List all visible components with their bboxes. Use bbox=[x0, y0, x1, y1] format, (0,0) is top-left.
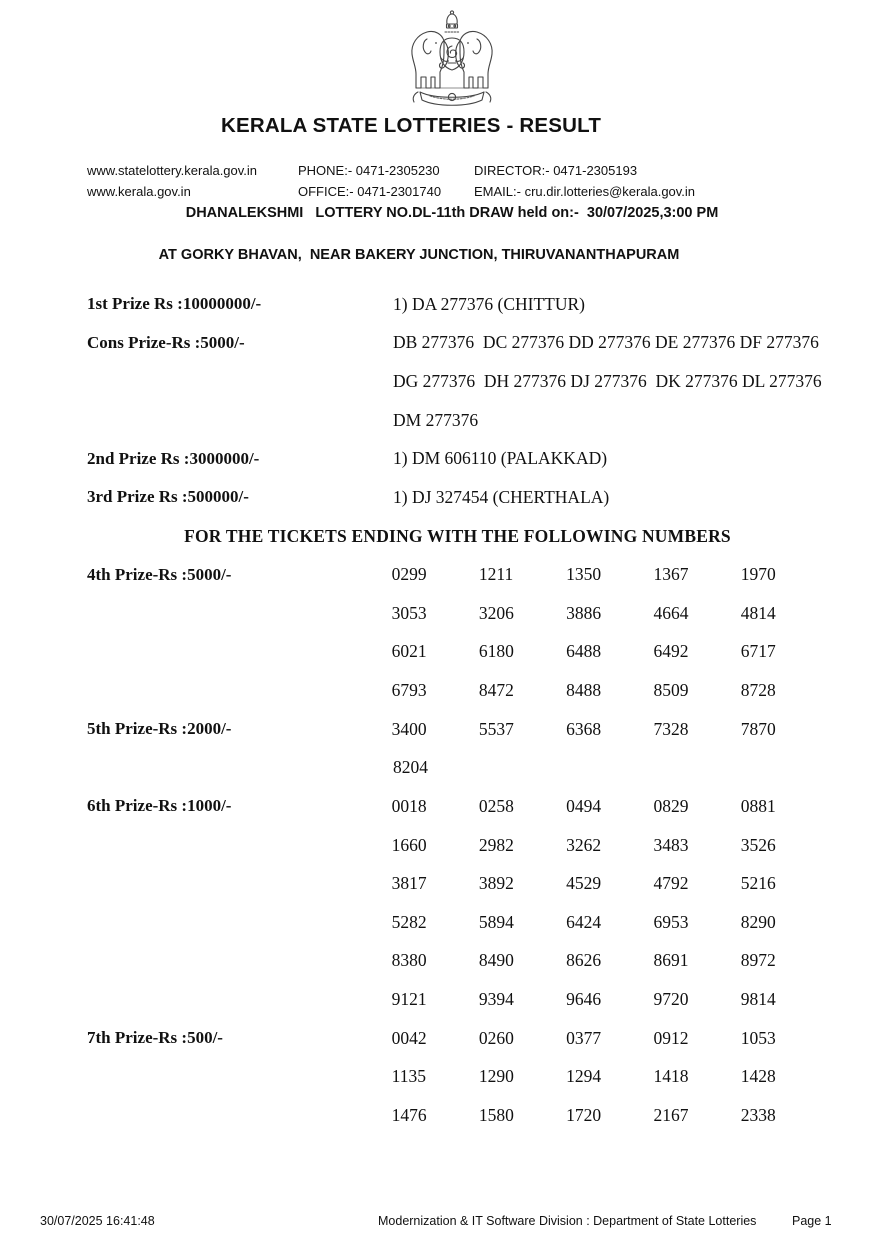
ticket-number: 9121 bbox=[391, 989, 427, 1010]
ticket-number: 9646 bbox=[566, 989, 602, 1010]
ticket-number: 8204 bbox=[393, 757, 428, 778]
ticket-number: 8626 bbox=[566, 950, 602, 971]
prize-value: 1) DA 277376 (CHITTUR) bbox=[393, 293, 585, 314]
ticket-number: 5216 bbox=[740, 873, 776, 894]
ticket-number: 8472 bbox=[478, 680, 514, 701]
ticket-number: 1418 bbox=[653, 1066, 689, 1087]
ticket-number: 1290 bbox=[478, 1066, 514, 1087]
ticket-number: 3886 bbox=[566, 602, 602, 623]
ticket-number: 0377 bbox=[566, 1027, 602, 1048]
ticket-number: 0299 bbox=[391, 564, 427, 585]
ending-sections bbox=[87, 555, 828, 1134]
prize-value: 1) DM 606110 (PALAKKAD) bbox=[393, 448, 608, 469]
office-number: OFFICE:- 0471-2301740 bbox=[298, 184, 442, 199]
venue-line: AT GORKY BHAVAN, NEAR BAKERY JUNCTION, THIRUVANANTHAPURAM bbox=[158, 247, 680, 263]
page-title: KERALA STATE LOTTERIES - RESULT bbox=[220, 114, 602, 137]
prize-value: DB 277376 DC 277376 DD 277376 DE 277376 DF 277376 bbox=[393, 332, 819, 353]
ticket-number: 3817 bbox=[391, 873, 427, 894]
ticket-number: 2167 bbox=[653, 1104, 689, 1125]
footer-timestamp: 30/07/2025 16:41:48 bbox=[40, 1214, 155, 1228]
ticket-number: 1970 bbox=[740, 564, 776, 585]
ending-header-row bbox=[87, 517, 828, 556]
ending-section-row bbox=[87, 594, 828, 633]
prize-value: DG 277376 DH 277376 DJ 277376 DK 277376 DL 277376 bbox=[393, 371, 822, 392]
ending-section-row bbox=[87, 903, 828, 942]
contact-row bbox=[87, 181, 828, 202]
prize-row bbox=[87, 401, 828, 440]
prize-row bbox=[87, 362, 828, 401]
ticket-number: 5537 bbox=[478, 718, 514, 739]
prize-row bbox=[87, 440, 828, 479]
ticket-number: 6021 bbox=[391, 641, 427, 662]
ticket-number: 8972 bbox=[740, 950, 776, 971]
ticket-number: 5894 bbox=[478, 911, 514, 932]
ticket-number: 1211 bbox=[478, 564, 514, 585]
ticket-number: 4792 bbox=[653, 873, 689, 894]
ending-section-row bbox=[87, 710, 828, 749]
ticket-number: 7328 bbox=[653, 718, 689, 739]
ticket-number: 6492 bbox=[653, 641, 689, 662]
footer-division: Modernization & IT Software Division : Department of State Lotteries bbox=[378, 1214, 757, 1228]
ticket-number: 3206 bbox=[478, 602, 514, 623]
ticket-number: 0829 bbox=[653, 795, 689, 816]
phone-number: PHONE:- 0471-2305230 bbox=[298, 163, 440, 178]
ticket-number: 8728 bbox=[740, 680, 776, 701]
website-primary: www.statelottery.kerala.gov.in bbox=[87, 163, 258, 178]
ticket-number: 6717 bbox=[740, 641, 776, 662]
ending-section-row bbox=[87, 864, 828, 903]
ticket-number: 1428 bbox=[740, 1066, 776, 1087]
ticket-number: 3526 bbox=[740, 834, 776, 855]
ticket-number: 1053 bbox=[740, 1027, 776, 1048]
ending-section-row bbox=[87, 980, 828, 1019]
prize-label: 5th Prize-Rs :2000/- bbox=[87, 719, 232, 739]
ticket-number: 3892 bbox=[478, 873, 514, 894]
ticket-number: 6180 bbox=[478, 641, 514, 662]
prize-row bbox=[87, 324, 828, 363]
ticket-number: 4664 bbox=[653, 602, 689, 623]
ticket-number: 1135 bbox=[391, 1066, 426, 1087]
ticket-number: 6424 bbox=[566, 911, 602, 932]
ticket-number: 8488 bbox=[566, 680, 602, 701]
ticket-number: 8509 bbox=[653, 680, 689, 701]
ticket-number: 1660 bbox=[391, 834, 427, 855]
prize-label: 3rd Prize Rs :500000/- bbox=[87, 487, 249, 507]
prize-label: Cons Prize-Rs :5000/- bbox=[87, 332, 245, 352]
ending-section-row bbox=[87, 942, 828, 981]
ending-header: FOR THE TICKETS ENDING WITH THE FOLLOWING NUMBERS bbox=[184, 525, 731, 546]
ticket-number: 2982 bbox=[478, 834, 514, 855]
ending-section-row bbox=[87, 671, 828, 710]
ticket-number: 0042 bbox=[391, 1027, 427, 1048]
ticket-number: 4529 bbox=[566, 873, 602, 894]
ticket-number: 1367 bbox=[653, 564, 689, 585]
ticket-number: 2338 bbox=[740, 1104, 776, 1125]
ticket-number: 3053 bbox=[391, 602, 427, 623]
ending-section-row bbox=[87, 555, 828, 594]
contact-row bbox=[87, 160, 828, 181]
prize-value: DM 277376 bbox=[393, 409, 479, 430]
ending-section-row bbox=[87, 633, 828, 672]
draw-info-line: DHANALEKSHMI LOTTERY NO.DL-11th DRAW held on:- 30/07/2025,3:00 PM bbox=[185, 205, 719, 221]
kerala-government-emblem bbox=[404, 8, 500, 121]
ticket-number: 7870 bbox=[740, 718, 776, 739]
ticket-number: 0018 bbox=[391, 795, 427, 816]
ticket-number: 1294 bbox=[566, 1066, 602, 1087]
ticket-number: 9720 bbox=[653, 989, 689, 1010]
footer-page-number: Page 1 bbox=[792, 1214, 832, 1228]
ticket-number: 9394 bbox=[478, 989, 514, 1010]
ticket-number: 0912 bbox=[653, 1027, 689, 1048]
contact-info bbox=[87, 160, 828, 202]
prize-label: 7th Prize-Rs :500/- bbox=[87, 1028, 223, 1048]
ticket-number: 1720 bbox=[566, 1104, 602, 1125]
ticket-number: 1580 bbox=[478, 1104, 514, 1125]
prize-value: 1) DJ 327454 (CHERTHALA) bbox=[393, 486, 610, 507]
ticket-number: 3483 bbox=[653, 834, 689, 855]
ticket-number: 0258 bbox=[478, 795, 514, 816]
prize-label: 6th Prize-Rs :1000/- bbox=[87, 796, 232, 816]
ending-section-row bbox=[87, 826, 828, 865]
ticket-number: 6793 bbox=[391, 680, 427, 701]
ticket-number: 8380 bbox=[391, 950, 427, 971]
ticket-number: 0260 bbox=[478, 1027, 514, 1048]
prize-row bbox=[87, 285, 828, 324]
ticket-number: 6488 bbox=[566, 641, 602, 662]
ticket-number: 3400 bbox=[391, 718, 427, 739]
ending-section-row bbox=[87, 1019, 828, 1058]
ticket-number: 6368 bbox=[566, 718, 602, 739]
ticket-number: 8691 bbox=[653, 950, 689, 971]
results-body bbox=[87, 285, 828, 1135]
email-address: EMAIL:- cru.dir.lotteries@kerala.gov.in bbox=[474, 184, 696, 199]
top-prizes bbox=[87, 285, 828, 517]
ticket-number: 5282 bbox=[391, 911, 427, 932]
director-number: DIRECTOR:- 0471-2305193 bbox=[474, 163, 638, 178]
ticket-number: 8490 bbox=[478, 950, 514, 971]
ticket-number: 9814 bbox=[740, 989, 776, 1010]
prize-row bbox=[87, 478, 828, 517]
ticket-number: 8290 bbox=[740, 911, 776, 932]
ticket-number: 4814 bbox=[740, 602, 776, 623]
prize-label: 2nd Prize Rs :3000000/- bbox=[87, 448, 260, 468]
ticket-number: 0881 bbox=[740, 795, 776, 816]
ticket-number: 1350 bbox=[566, 564, 602, 585]
ending-section-row bbox=[87, 1058, 828, 1097]
prize-label: 4th Prize-Rs :5000/- bbox=[87, 564, 232, 584]
prize-label: 1st Prize Rs :10000000/- bbox=[87, 294, 262, 314]
website-secondary: www.kerala.gov.in bbox=[87, 184, 191, 199]
ticket-number: 0494 bbox=[566, 795, 602, 816]
ending-section-row bbox=[87, 749, 828, 788]
ticket-number: 3262 bbox=[566, 834, 602, 855]
ending-section-row bbox=[87, 1096, 828, 1135]
ticket-number: 1476 bbox=[391, 1104, 427, 1125]
ticket-number: 6953 bbox=[653, 911, 689, 932]
ending-section-row bbox=[87, 787, 828, 826]
